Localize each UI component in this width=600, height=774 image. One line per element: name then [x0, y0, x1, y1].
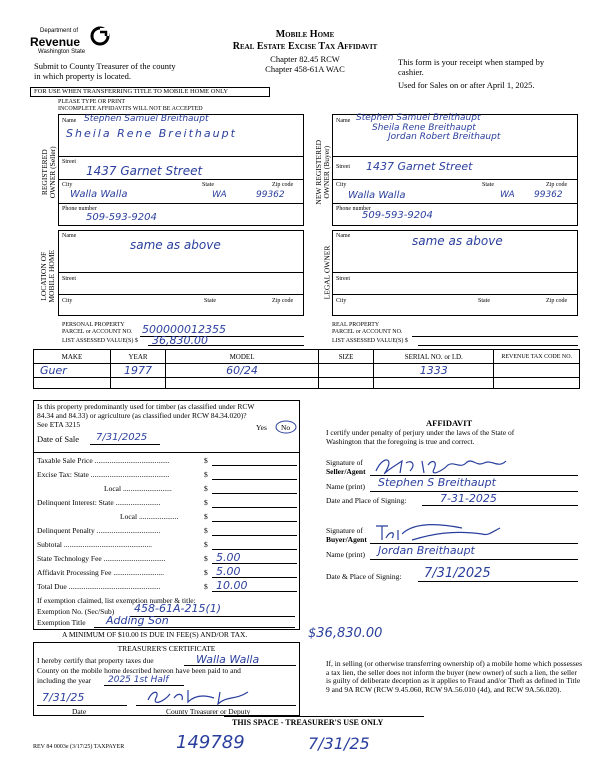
- excise-local-label: Local ..........................: [104, 484, 172, 493]
- legal-side-label: LEGAL OWNER: [322, 245, 332, 300]
- timber-yes[interactable]: Yes: [256, 423, 267, 432]
- seller-phone-label: Phone number: [62, 206, 97, 212]
- exemption-number-label: Exemption No. (Sec/Sub): [37, 607, 115, 616]
- exemption-claimed: If exemption claimed, list exemption number & title:: [37, 596, 196, 605]
- list1-value[interactable]: 36,830.00: [152, 334, 208, 347]
- delinquent-interest-label: Delinquent Interest: State ........................: [37, 498, 161, 507]
- table-header-row: [34, 350, 580, 364]
- legal-name-label: Name: [336, 233, 351, 239]
- di-state-dollar: $: [204, 498, 208, 507]
- treasurer-line3: including the year: [37, 676, 92, 685]
- exemption-number[interactable]: 458-61A-215(1): [134, 602, 222, 615]
- certify-line2: Washington that the foregoing is true and correct.: [326, 437, 475, 446]
- revenue-code-cell-empty[interactable]: [494, 378, 580, 389]
- buyer-name-print-label: Name (print): [326, 550, 365, 559]
- agency-line3: Washington State: [38, 49, 86, 55]
- year-cell[interactable]: 1977: [110, 364, 165, 378]
- serial-cell[interactable]: 1333: [374, 364, 494, 378]
- buyer-city-label: City: [336, 182, 347, 188]
- make-cell[interactable]: Guer: [34, 364, 111, 378]
- seller-name-print[interactable]: Stephen S Breithaupt: [378, 476, 496, 489]
- subtotal-dollar: $: [204, 540, 208, 549]
- chapter-wac: Chapter 458-61A WAC: [265, 64, 345, 74]
- excise-local-dollar: $: [204, 484, 208, 493]
- chapter-rcw: Chapter 82.45 RCW: [270, 54, 340, 64]
- seller-city-label: City: [62, 182, 73, 188]
- size-cell[interactable]: [318, 364, 373, 378]
- buyer-zip[interactable]: 99362: [534, 190, 563, 200]
- location-name-label: Name: [62, 233, 77, 239]
- date-of-sale[interactable]: 7/31/2025: [96, 432, 148, 443]
- state-tech-fee-label: State Technology Fee .................................: [37, 554, 166, 563]
- pp-label1: PERSONAL PROPERTY: [62, 322, 125, 328]
- treasurer-heading: TREASURER'S CERTIFICATE: [117, 644, 216, 653]
- timber-question2: 84.34 and 84.33) or agriculture (as classified under RCW 84.34.020)?: [37, 411, 247, 420]
- buyer-street[interactable]: 1437 Garnet Street: [366, 160, 473, 173]
- seller-date-place-label: Date and Place of Signing:: [326, 496, 407, 505]
- affidavit-heading: AFFIDAVIT: [426, 418, 473, 428]
- lien-notice: If, in selling (or otherwise transferring ownership of) a mobile home which possesses a tax lien, the seller does not inform the buyer (new owner) of such a lien, the seller is guilty of deliberate deception as it applies to Fraud and/or Theft as defined in Title 9 and 9A RCW (RCW 9.45.060, RCW 9A.56.010 (4d), and RCW 9A.56.020).: [326, 659, 582, 694]
- header-model: MODEL: [166, 350, 319, 364]
- buyer-name2[interactable]: Sheila Rene Breithaupt: [372, 123, 476, 133]
- legal-state-label: State: [478, 298, 490, 304]
- submit-line2: in which property is located.: [34, 71, 132, 81]
- treasurer-date[interactable]: 7/31/25: [42, 691, 85, 704]
- use-note: Used for Sales on or after April 1, 2025.: [398, 80, 535, 90]
- agency-line2: Revenue: [30, 35, 81, 49]
- taxable-dollar: $: [204, 456, 208, 465]
- seller-city[interactable]: Walla Walla: [70, 189, 128, 200]
- buyer-name3[interactable]: Jordan Robert Breithaupt: [388, 132, 501, 142]
- legal-city-label: City: [336, 298, 347, 304]
- subtotal-label: Subtotal ...............................................: [37, 540, 153, 549]
- seller-street[interactable]: 1437 Garnet Street: [86, 164, 203, 178]
- date-of-sale-label: Date of Sale: [37, 434, 80, 444]
- serial-cell-empty[interactable]: [374, 378, 494, 389]
- buyer-phone-label: Phone number: [336, 206, 371, 212]
- treasurer-year[interactable]: 2025 1st Half: [108, 675, 169, 685]
- total-due-value[interactable]: 10.00: [216, 579, 248, 592]
- treasurer-sig-label: County Treasurer or Deputy: [166, 707, 251, 716]
- sig-seller-label2: Seller/Agent: [326, 467, 366, 476]
- receipt-note1: This form is your receipt when stamped by: [398, 57, 545, 67]
- sig-seller-label1: Signature of: [326, 458, 363, 467]
- rp-label2: PARCEL or ACCOUNT NO.: [332, 329, 403, 335]
- buyer-date-place-label: Date & Place of Signing:: [326, 572, 402, 581]
- no-circle-mark: [275, 420, 297, 434]
- table-row: [34, 378, 580, 389]
- excise-state-dollar: $: [204, 470, 208, 479]
- make-cell-empty[interactable]: [34, 378, 111, 389]
- type-print-note: PLEASE TYPE OR PRINT: [58, 99, 126, 105]
- seller-name-label: Name: [62, 118, 77, 124]
- penalty-dollar: $: [204, 526, 208, 535]
- buyer-name-print[interactable]: Jordan Breithaupt: [378, 544, 475, 557]
- buyer-state-label: State: [482, 182, 494, 188]
- total-due-label: Total Due .................................................: [37, 582, 161, 591]
- legal-owner-name[interactable]: same as above: [412, 234, 503, 248]
- model-cell-empty[interactable]: [166, 378, 319, 389]
- treasurer-date-label: Date: [72, 707, 87, 716]
- table-row: [34, 364, 580, 378]
- seller-zip-label: Zip code: [272, 182, 294, 188]
- header-year: YEAR: [110, 350, 165, 364]
- header-serial: SERIAL NO. or I.D.: [374, 350, 494, 364]
- seller-name-print-label: Name (print): [326, 482, 365, 491]
- margin-amount: $36,830.00: [308, 626, 383, 641]
- size-cell-empty[interactable]: [318, 378, 373, 389]
- buyer-signature[interactable]: [372, 520, 512, 546]
- buyer-name-label: Name: [336, 118, 351, 124]
- delinquent-penalty-label: Delinquent Penalty ..................................: [37, 526, 161, 535]
- treasurer-use-banner: THIS SPACE - TREASURER'S USE ONLY: [232, 718, 384, 727]
- affidavit-fee-value[interactable]: 5.00: [216, 565, 241, 578]
- di-local-dollar: $: [204, 512, 208, 521]
- timber-no[interactable]: No: [281, 423, 291, 432]
- model-cell[interactable]: 60/24: [166, 364, 319, 378]
- revenue-logo-icon: [90, 26, 110, 46]
- form-subtitle: Real Estate Excise Tax Affidavit: [232, 41, 378, 52]
- pp-parcel-value[interactable]: 500000012355: [142, 323, 226, 336]
- legal-zip-label: Zip code: [546, 298, 568, 304]
- sig-buyer-label1: Signature of: [326, 526, 363, 535]
- form-number: REV 84 0003e (3/17/25) TAXPAYER: [33, 744, 125, 750]
- total-dollar: $: [204, 582, 208, 591]
- list2-label: LIST ASSESSED VALUE(S) $: [332, 338, 408, 344]
- rp-label1: REAL PROPERTY: [332, 322, 380, 328]
- list1-label: LIST ASSESSED VALUE(S) $: [62, 338, 138, 344]
- location-side-label: LOCATION OF MOBILE HOME: [38, 249, 56, 303]
- header-revenue-code: REVENUE TAX CODE NO.: [494, 350, 580, 364]
- location-city-label: City: [62, 298, 73, 304]
- seller-state[interactable]: WA: [212, 190, 227, 200]
- tech-dollar: $: [204, 554, 208, 563]
- treasurer-line1: I hereby certify that property taxes due: [37, 656, 154, 665]
- seller-name2[interactable]: Sheila Rene Breithaupt: [66, 127, 237, 140]
- location-name[interactable]: same as above: [130, 238, 221, 252]
- certify-line1: I certify under penalty of perjury under the laws of the State of: [326, 428, 515, 437]
- excise-tax-label: Excise Tax: State ..........................................: [37, 470, 170, 479]
- seller-phone[interactable]: 509-593-9204: [86, 212, 157, 223]
- seller-state-label: State: [202, 182, 214, 188]
- legal-street-label: Street: [336, 276, 350, 282]
- di-local-label: Local .....................: [120, 512, 179, 521]
- buyer-date[interactable]: 7/31/2025: [424, 566, 491, 581]
- receipt-note2: cashier.: [398, 67, 424, 77]
- exemption-title[interactable]: Adding Son: [106, 614, 169, 627]
- buyer-state[interactable]: WA: [500, 190, 515, 200]
- agency-line1: Department of: [40, 28, 79, 34]
- timber-question3: See ETA 3215: [37, 420, 81, 429]
- buyer-phone[interactable]: 509-593-9204: [362, 210, 433, 221]
- dor-logo: [30, 26, 120, 66]
- buyer-street-label: Street: [336, 164, 350, 170]
- sig-buyer-label2: Buyer/Agent: [326, 535, 367, 544]
- pp-label2: PARCEL or ACCOUNT NO.: [62, 329, 133, 335]
- state-tech-fee-value[interactable]: 5.00: [216, 551, 241, 564]
- receipt-number: 149789: [176, 732, 245, 753]
- buyer-zip-label: Zip code: [546, 182, 568, 188]
- header-size: SIZE: [318, 350, 373, 364]
- incomplete-note: INCOMPLETE AFFIDAVITS WILL NOT BE ACCEPTED: [58, 106, 203, 112]
- affidavit-dollar: $: [204, 568, 208, 577]
- affidavit-fee-label: Affidavit Processing Fee ...........................: [37, 568, 164, 577]
- taxable-sale-price-label: Taxable Sale Price ........................................: [37, 456, 170, 465]
- mobile-home-table: [33, 349, 580, 389]
- location-state-label: State: [204, 298, 216, 304]
- seller-date[interactable]: 7-31-2025: [440, 492, 497, 505]
- exemption-title-label: Exemption Title: [37, 618, 86, 627]
- submit-line1: Submit to County Treasurer of the county: [34, 61, 176, 71]
- seller-zip[interactable]: 99362: [256, 190, 285, 200]
- year-cell-empty[interactable]: [110, 378, 165, 389]
- treasurer-county[interactable]: Walla Walla: [196, 653, 260, 666]
- transfer-banner-text: FOR USE WHEN TRANSFERRING TITLE TO MOBILE HOME ONLY: [34, 88, 229, 95]
- receipt-date: 7/31/25: [308, 734, 370, 753]
- buyer-side-label: NEW REGISTERED OWNER (Buyer): [313, 139, 331, 205]
- revenue-code-cell[interactable]: [494, 364, 580, 378]
- buyer-name1[interactable]: Stephen Samuel Breithaupt: [356, 113, 481, 123]
- form-title: Mobile Home: [275, 29, 335, 40]
- location-street-label: Street: [62, 276, 76, 282]
- seller-signature[interactable]: [372, 455, 522, 477]
- seller-name1[interactable]: Stephen Samuel Breithaupt: [84, 114, 209, 124]
- buyer-city[interactable]: Walla Walla: [348, 190, 406, 201]
- treasurer-signature[interactable]: [144, 686, 254, 706]
- header-make: MAKE: [34, 350, 111, 364]
- treasurer-line2: County on the mobile home described hereon have been paid to and: [37, 666, 241, 675]
- seller-street-label: Street: [62, 159, 76, 165]
- timber-question1: Is this property predominantly used for timber (as classified under RCW: [37, 402, 255, 411]
- minimum-note: A MINIMUM OF $10.00 IS DUE IN FEE(S) AND/OR TAX.: [62, 630, 248, 639]
- seller-side-label: REGISTERED OWNER (Seller): [39, 146, 57, 199]
- location-zip-label: Zip code: [272, 298, 294, 304]
